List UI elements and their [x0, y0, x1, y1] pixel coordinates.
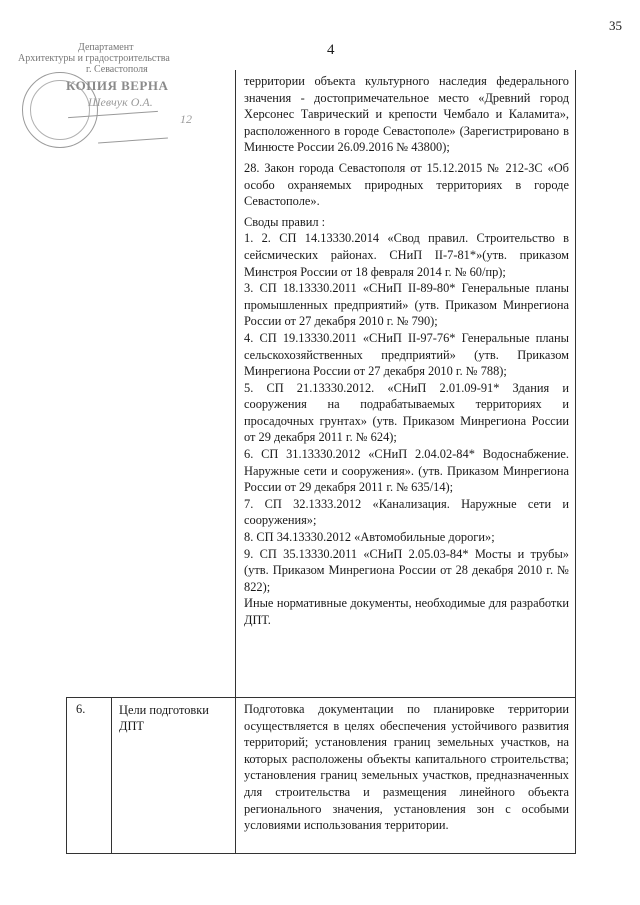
paragraph-code-4: 4. СП 19.13330.2011 «СНиП II-97-76* Генеральные планы сельскохозяйственных предприятий» (утв. Приказом Минрегиона России от 27 декабря 2010 г. № 788);	[244, 330, 569, 379]
stamp-signature: Шевчук О.А.	[88, 95, 153, 109]
paragraph-code-8: 8. СП 34.13330.2012 «Автомобильные дороги»;	[244, 530, 495, 545]
continued-content-cell	[244, 73, 569, 629]
paragraph-code-6: 6. СП 31.13330.2012 «СНиП 2.04.02-84* Водоснабжение. Наружные сети и сооружения». (утв. Приказом Минрегиона России от 29 декабря 2011 г. № 635/14);	[244, 447, 569, 495]
table-divider-label	[235, 70, 236, 854]
paragraph-code-1-2: 1. 2. СП 14.13330.2014 «Свод правил. Строительство в сейсмических районах. СНиП II-7-81*»(утв. приказом Минстроя России от 18 февраля 2014 г. № 60/пр);	[244, 231, 569, 279]
table-border-right	[575, 70, 576, 854]
stamp-department-line: Департамент	[78, 42, 134, 53]
document-table	[66, 70, 576, 854]
page-number-center: 4	[327, 42, 335, 58]
paragraph-code-5: 5. СП 21.13330.2012. «СНиП 2.01.09-91* Здания и сооружения на подрабатываемых территориях и просадочных грунтах» (утв. Приказом Минрегиона России от 29 декабря 2011 г. № 624);	[244, 380, 569, 445]
stamp-copy-label: КОПИЯ ВЕРНА	[66, 78, 169, 93]
paragraph-code-3: 3. СП 18.13330.2011 «СНиП II-89-80* Генеральные планы промышленных предприятий» (утв. Приказом Минрегиона России от 27 декабря 2010 г. № 790);	[244, 281, 569, 329]
paragraph-code-9: 9. СП 35.13330.2011 «СНиП 2.05.03-84* Мосты и трубы» (утв. Приказом Минрегиона России от 28 декабря 2010 г. № 822);	[244, 546, 569, 594]
paragraph-other-docs: Иные нормативные документы, необходимые для разработки ДПТ.	[244, 596, 569, 627]
stamp-date: 12	[180, 112, 192, 126]
table-border-bottom	[66, 853, 576, 854]
table-border-left	[66, 697, 67, 854]
paragraph-goals: Подготовка документации по планировке территории осуществляется в целях обеспечения устойчивого развития территорий; установления границ земельных участков, на которых расположены объекты капитального строительства; установления границ земельных участков, предназначенных для строительства и размещения линейного объекта регионального значения, установления зон с особыми условиями использования территории.	[244, 702, 569, 833]
page-number-corner: 35	[609, 18, 622, 33]
stamp-architecture-line: Архитектуры и градостроительства	[18, 53, 170, 64]
paragraph-codes-heading: Своды правил :	[244, 214, 326, 229]
row-number: 6.	[76, 702, 86, 716]
paragraph-code-7: 7. СП 32.1333.2012 «Канализация. Наружные сети и сооружения»;	[244, 496, 569, 528]
row-label: Цели подготовки ДПТ	[119, 703, 209, 733]
table-row-separator	[66, 697, 576, 698]
row-goals-content	[244, 701, 569, 834]
stamp-city-line: г. Севастополя	[86, 64, 148, 75]
table-divider-number	[111, 697, 112, 854]
paragraph-heritage: территории объекта культурного наследия федерального значения - достопримечательное место «Древний город Херсонес Таврический и крепости Чембало и Каламита», расположенного в городе Севастополе» (Зарегистрировано в Минюсте России 26.09.2016 № 43800);	[244, 74, 569, 155]
paragraph-law-28: 28. Закон города Севастополя от 15.12.2015 № 212-ЗС «Об особо охраняемых природных территориях в городе Севастополе».	[244, 160, 569, 209]
